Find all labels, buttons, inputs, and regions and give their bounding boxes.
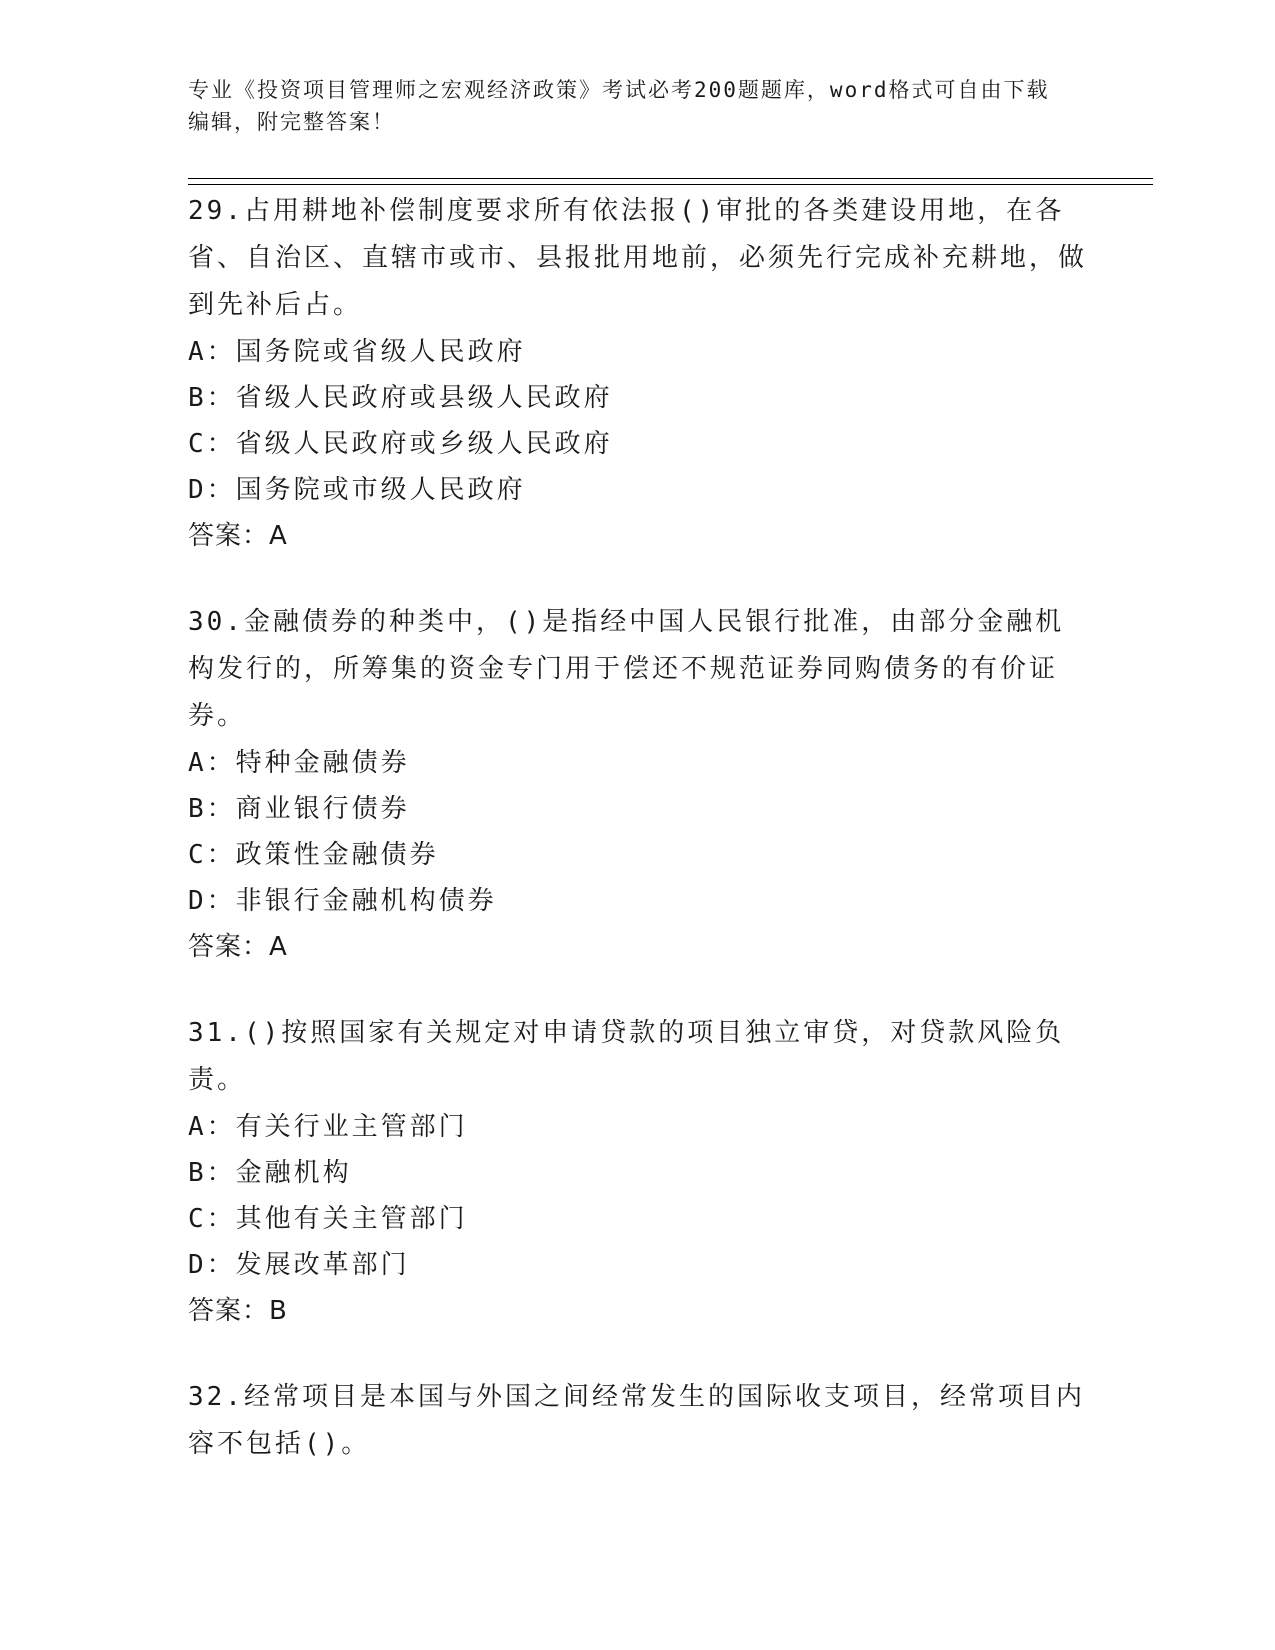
option-c: C：其他有关主管部门	[188, 1204, 468, 1234]
document-header: 专业《投资项目管理师之宏观经济政策》考试必考200题题库，word格式可自由下载编辑，附完整答案！	[188, 78, 1050, 134]
spacer	[188, 970, 1088, 1010]
option-a: A：有关行业主管部门	[188, 1112, 468, 1142]
option-d: D：发展改革部门	[188, 1250, 410, 1280]
header-rule-bottom	[188, 184, 1153, 185]
option-b: B：省级人民政府或县级人民政府	[188, 383, 613, 413]
spacer	[188, 559, 1088, 599]
option-b: B：金融机构	[188, 1158, 352, 1188]
answer: 答案：A	[188, 521, 288, 551]
question-text: 30.金融债券的种类中，()是指经中国人民银行批准，由部分金融机构发行的，所筹集的资金专门用于偿还不规范证券同购债务的有价证券。	[188, 607, 1065, 731]
option-b: B：商业银行债券	[188, 794, 410, 824]
option-d: D：国务院或市级人民政府	[188, 475, 526, 505]
option-c: C：政策性金融债券	[188, 840, 439, 870]
option-c: C：省级人民政府或乡级人民政府	[188, 429, 613, 459]
question-29	[188, 188, 1088, 559]
question-31	[188, 1010, 1088, 1334]
header-rule-top	[188, 178, 1153, 179]
option-d: D：非银行金融机构债券	[188, 886, 497, 916]
question-list	[188, 188, 1088, 1468]
question-text: 29.占用耕地补偿制度要求所有依法报()审批的各类建设用地，在各省、自治区、直辖市或市、县报批用地前，必须先行完成补充耕地，做到先补后占。	[188, 196, 1088, 320]
question-32	[188, 1374, 1088, 1468]
question-30	[188, 599, 1088, 970]
option-a: A：国务院或省级人民政府	[188, 337, 526, 367]
spacer	[188, 1334, 1088, 1374]
question-text: 32.经常项目是本国与外国之间经常发生的国际收支项目，经常项目内容不包括()。	[188, 1382, 1085, 1459]
question-text: 31.()按照国家有关规定对申请贷款的项目独立审贷，对贷款风险负责。	[188, 1018, 1065, 1095]
answer: 答案：B	[188, 1296, 288, 1326]
answer: 答案：A	[188, 932, 288, 962]
option-a: A：特种金融债券	[188, 748, 410, 778]
